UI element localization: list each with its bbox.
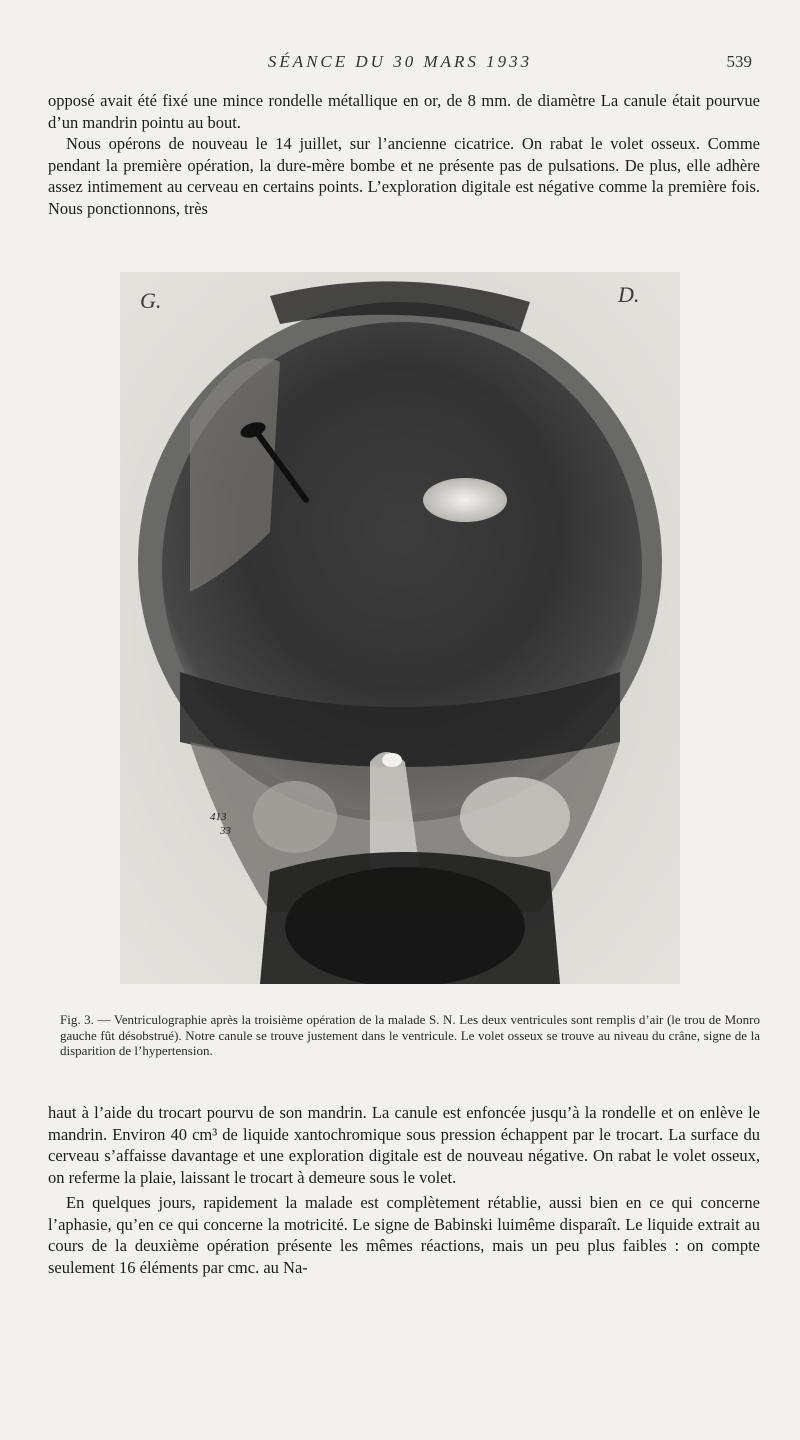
page-number: 539 bbox=[726, 52, 752, 71]
paragraph: haut à l’aide du trocart pourvu de son mandrin. La canule est enfoncée jusqu’à la rondelle et on enlève le mandrin. Environ 40 cm³ de liquide xantochromique sous pression échappent par le trocart. La surface du cerveau s’affaisse davantage et une exploration digitale est de nouveau négative. On rabat le volet osseux, on referme la plaie, laissant le trocart à demeure sous le volet. bbox=[48, 1103, 760, 1187]
ventricle-air bbox=[423, 478, 507, 522]
running-head bbox=[0, 52, 800, 76]
paragraph: opposé avait été fixé une mince rondelle métallique en or, de 8 mm. de diamètre La canule était pourvue d’un mandrin pointu au bout. bbox=[48, 91, 760, 132]
paragraph: Nous opérons de nouveau le 14 juillet, sur l’ancienne cicatrice. On rabat le volet osseux. Comme pendant la première opération, la dure-mère bombe et ne présente pas de pulsations. De plus, elle adhère assez intimement au cerveau en certains points. L’exploration digitale est négative comme la première fois. Nous ponctionnons, très bbox=[48, 134, 760, 218]
bottom-text-block bbox=[48, 1102, 760, 1278]
right-side-mark: D. bbox=[618, 282, 640, 307]
left-side-mark: G. bbox=[140, 288, 162, 313]
figure-caption: Fig. 3. — Ventriculographie après la troisième opération de la malade S. N. Les deux ventricules sont remplis d’air (le trou de Monro gauche fût désobstrué). Notre canule se trouve justement dans le ventricule. Le volet osseux se trouve au niveau du crâne, signe de la disparition de l’hypertension. bbox=[60, 1012, 760, 1058]
xray-figure bbox=[120, 272, 680, 984]
xray-image bbox=[120, 272, 680, 984]
paragraph: En quelques jours, rapidement la malade est complètement rétablie, aussi bien en ce qui concerne l’aphasie, qu’en ce qui concerne la motricité. Le signe de Babinski luimême disparaît. Le liquide extrait au cours de la deuxième opération présente les mêmes réactions, mais un peu plus faibles : on compte seulement 16 éléments par cmc. au Na- bbox=[48, 1193, 760, 1277]
top-text-block bbox=[48, 90, 760, 219]
plate-note: 413 bbox=[210, 811, 227, 823]
running-title: SÉANCE DU 30 MARS 1933 bbox=[267, 52, 533, 71]
plate-note: 33 bbox=[220, 825, 231, 837]
